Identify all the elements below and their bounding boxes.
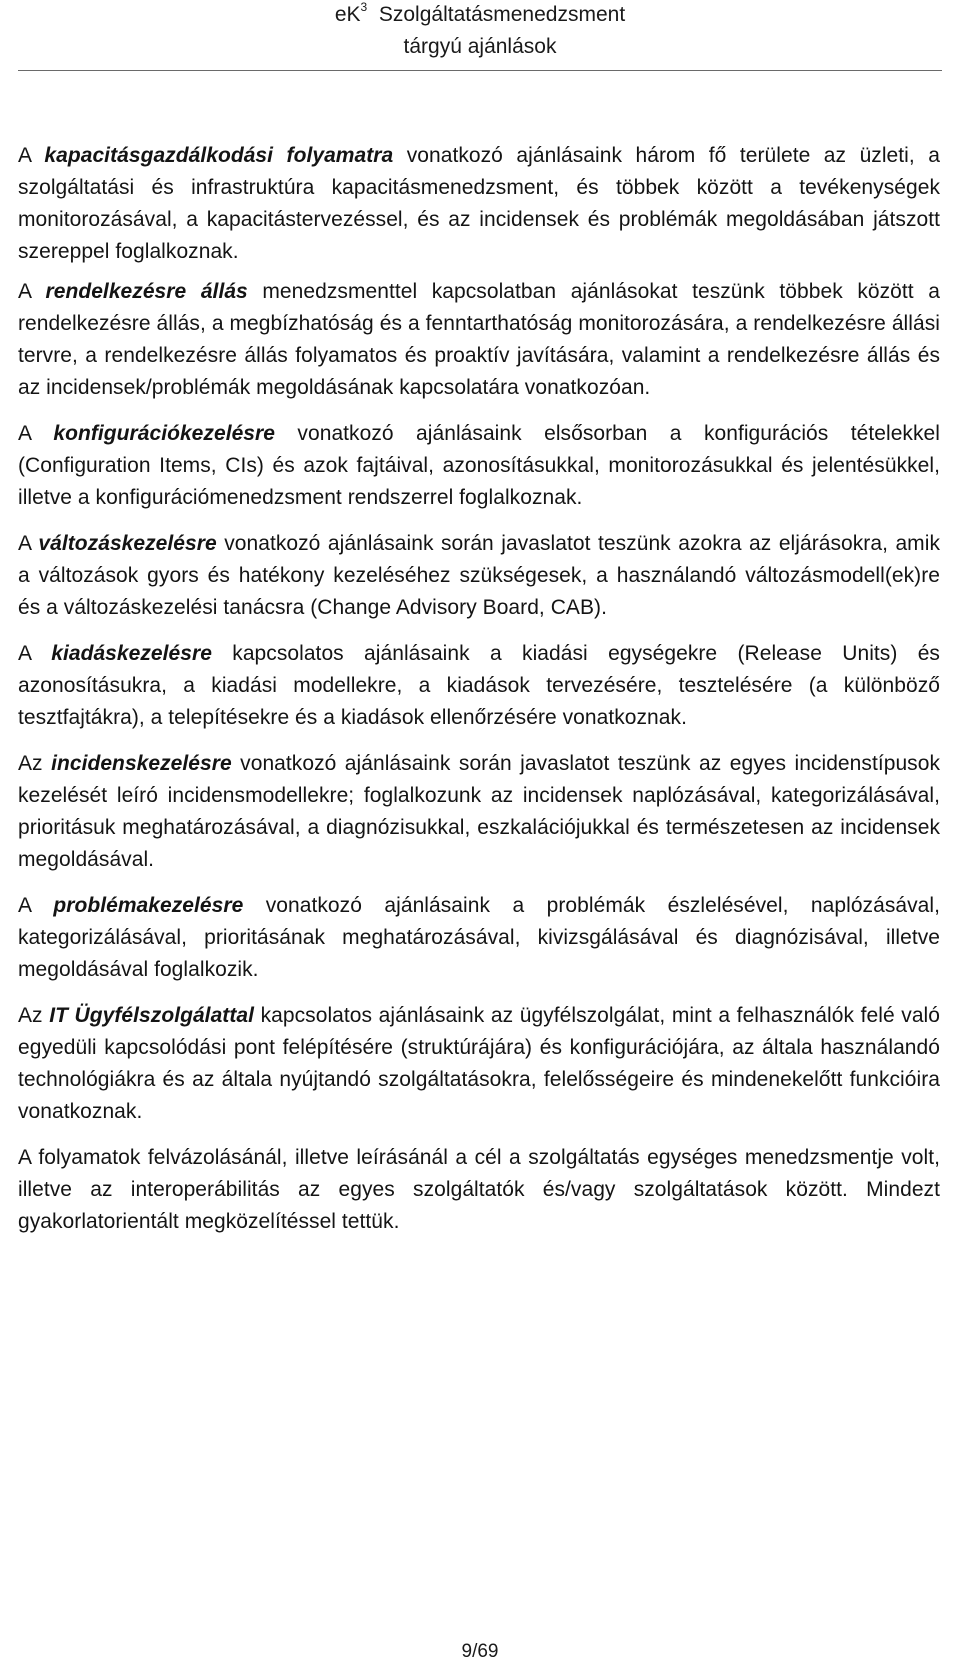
- paragraph-summary: A folyamatok felvázolásánál, illetve leírásánál a cél a szolgáltatás egységes menedzsmentje volt, illetve az interoperábilitás az egyes szolgáltatók és/vagy szolgáltatások között. Mindezt gyakorlatorientált megközelítéssel tettük.: [18, 1146, 940, 1233]
- paragraph-term: kapacitásgazdálkodási folyamatra: [44, 144, 394, 167]
- paragraph-configuration-management: [18, 418, 940, 514]
- paragraph-lead: A: [18, 422, 54, 445]
- paragraph-release-management: [18, 638, 940, 734]
- paragraph-term: problémakezelésre: [53, 894, 244, 917]
- paragraph-term: kiadáskezelésre: [51, 642, 212, 665]
- paragraph-text: menedzsmenttel kapcsolatban ajánlásokat teszünk többek között a rendelkezésre állás, a megbízhatóság és a fenntarthatóság monitorozására, a rendelkezésre állási tervre, a rendelkezésre állás folyamatos és proaktív javítására, valamint a rendelkezésre állás és az incidensek/problémák megoldásának kapcsolatára vonatkozóan.: [18, 280, 940, 399]
- paragraph-term: konfigurációkezelésre: [53, 422, 275, 445]
- title-prefix: eK: [334, 3, 361, 26]
- paragraph-availability-management: [18, 276, 940, 404]
- paragraph-term: változáskezelésre: [38, 532, 217, 555]
- paragraph-capacity-management: [18, 140, 940, 268]
- header-divider: [18, 70, 942, 71]
- paragraph-lead: Az: [18, 1004, 50, 1027]
- paragraph-text: kapcsolatos ajánlásaink a kiadási egységekre (Release Units) és azonosításukra, a kiadási modellekre, a kiadások tervezésére, tesztelésére (a különböző tesztfajtákra), a telepítésekre és a kiadások ellenőrzésére vonatkoznak.: [18, 642, 940, 729]
- paragraph-term: incidenskezelésre: [51, 752, 232, 775]
- title-text: Szolgáltatásmenedzsment: [378, 3, 626, 26]
- document-subtitle: tárgyú ajánlások: [403, 35, 557, 58]
- paragraph-term: rendelkezésre állás: [45, 280, 248, 303]
- paragraph-lead: A: [18, 532, 39, 555]
- paragraph-service-desk: [18, 1000, 940, 1128]
- paragraph-lead: A: [18, 280, 46, 303]
- paragraph-text: vonatkozó ajánlásaink a problémák észlelésével, naplózásával, kategorizálásával, prioritásának meghatározásával, kivizsgálásával és diagnózisával, illetve megoldásával foglalkozik.: [18, 894, 940, 981]
- paragraph-text: vonatkozó ajánlásaink három fő területe az üzleti, a szolgáltatási és infrastruktúra kapacitásmenedzsment, és többek között a tevékenységek monitorozásával, a kapacitástervezéssel, és az incidensek és problémák megoldásában játszott szereppel foglalkoznak.: [18, 144, 940, 263]
- paragraph-lead: A: [18, 144, 45, 167]
- paragraph-text: vonatkozó ajánlásaink során javaslatot teszünk azokra az eljárásokra, amik a változások gyors és hatékony kezeléséhez szükségesek, a használandó változásmodell(ek)re és a változáskezelési tanácsra (Change Advisory Board, CAB).: [18, 532, 940, 619]
- document-title: [0, 2, 960, 28]
- paragraph-text: kapcsolatos ajánlásaink az ügyfélszolgálat, mint a felhasználók felé való egyedüli kapcsolódási pont felépítésére (struktúrájára) és konfigurációjára, az általa használandó technológiákra és az általa nyújtandó szolgáltatásokra, felelősségeire és mindenekelőtt funkcióira vonatkoznak.: [18, 1004, 940, 1123]
- paragraph-lead: Az: [18, 752, 52, 775]
- paragraph-lead: A: [18, 642, 52, 665]
- paragraph-text: vonatkozó ajánlásaink során javaslatot teszünk az egyes incidenstípusok kezelését leíró incidensmodellekre; foglalkozunk az incidensek naplózásával, kategorizálásával, prioritásuk meghatározásával, a diagnózisukkal, eszkalációjukkal és természetesen az incidensek megoldásával.: [18, 752, 940, 871]
- paragraph-lead: A: [18, 894, 54, 917]
- paragraph-text: vonatkozó ajánlásaink elsősorban a konfigurációs tételekkel (Configuration Items, CIs) és azok fajtáival, azonosításukkal, monitorozásukkal és jelentésükkel, illetve a konfigurációmenedzsment rendszerrel foglalkoznak.: [18, 422, 940, 509]
- paragraph-problem-management: [18, 890, 940, 986]
- page-number: 9/69: [461, 1641, 499, 1662]
- paragraph-term: IT Ügyfélszolgálattal: [49, 1004, 255, 1027]
- document-body: [18, 140, 940, 1252]
- title-superscript: 3: [360, 0, 368, 14]
- paragraph-incident-management: [18, 748, 940, 876]
- paragraph-change-management: [18, 528, 940, 624]
